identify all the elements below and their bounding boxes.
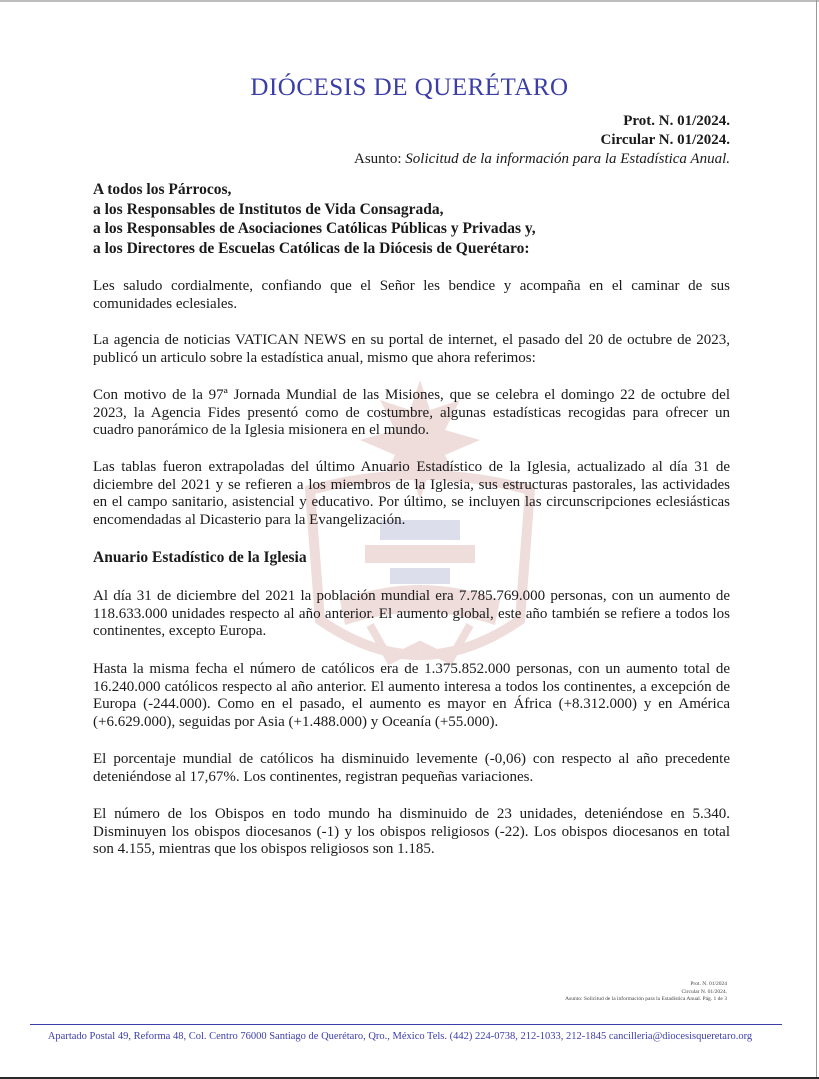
subject-line	[354, 150, 730, 169]
diocese-title: DIÓCESIS DE QUERÉTARO	[250, 74, 569, 101]
salutation-line-4: a los Directores de Escuelas Católicas de la Diócesis de Querétaro:	[93, 239, 530, 257]
paragraph-tablas: Las tablas fueron extrapoladas del último Anuario Estadístico de la Iglesia, actualizado al día 31 de diciembre del 2021 y se refieren a los miembros de la Iglesia, sus estructuras pastorales, las actividades en el campo sanitario, asistencial y educativo. Por último, se incluyen las circunscripciones eclesiásticas encomendadas al Dicasterio para la Evangelización.	[93, 459, 730, 528]
paragraph-jornada: Con motivo de la 97ª Jornada Mundial de las Misiones, que se celebra el domingo 22 de octubre del 2023, la Agencia Fides presentó como de costumbre, algunas estadísticas recogidas para ofrecer un cuadro panorámico de la Iglesia misionera en el mundo.	[93, 387, 730, 438]
salutation-line-2: a los Responsables de Institutos de Vida Consagrada,	[93, 200, 444, 218]
footer-circular: Circular N. 01/2024.	[681, 988, 727, 995]
paragraph-obispos: El número de los Obispos en todo mundo ha disminuido de 23 unidades, deteniéndose en 5.340. Disminuyen los obispos diocesanos (-1) y los obispos religiosos (-22). Los obispos diocesanos en total son 4.155, mientras que los obispos religiosos son 1.185.	[93, 806, 730, 857]
salutation-line-3: a los Responsables de Asociaciones Católicas Públicas y Privadas y,	[93, 220, 536, 237]
salutation-line-1: A todos los Párrocos,	[93, 181, 232, 198]
footer-reference	[565, 981, 727, 1004]
section-heading: Anuario Estadístico de la Iglesia	[93, 549, 307, 566]
footer-subject-page: Asunto: Solicitud de la información para la Estadística Anual. Pág. 1 de 3	[565, 996, 727, 1002]
document-references	[354, 112, 730, 169]
page-border-right	[816, 0, 817, 1079]
footer-prot: Prot. N. 01/2024	[690, 981, 727, 987]
footer-address: Apartado Postal 49, Reforma 48, Col. Centro 76000 Santiago de Querétaro, Qro., México Tels. (442) 224-0738, 212-1033, 212-1845 cancilleria@diocesisqueretaro.org	[47, 1031, 753, 1042]
subject-text: Solicitud de la información para la Estadística Anual.	[405, 151, 730, 167]
circular-number: Circular N. 01/2024.	[600, 132, 730, 148]
prot-number: Prot. N. 01/2024.	[623, 113, 730, 129]
paragraph-greeting: Les saludo cordialmente, confiando que el Señor les bendice y acompaña en el caminar de sus comunidades eclesiales.	[93, 278, 730, 312]
paragraph-porcentaje: El porcentaje mundial de católicos ha disminuido levemente (-0,06) con respecto al año precedente deteniéndose al 17,67%. Los continentes, registran pequeñas variaciones.	[93, 751, 730, 785]
subject-label: Asunto:	[354, 151, 402, 167]
paragraph-catolicos: Hasta la misma fecha el número de católicos era de 1.375.852.000 personas, con un aumento total de 16.240.000 católicos respecto al año anterior. El aumento interesa a todos los continentes, a excepción de Europa (-244.000). Como en el pasado, el aumento es mayor en África (+8.312.000) y en América (+6.629.000), seguidas por Asia (+1.488.000) y Oceanía (+55.000).	[93, 661, 730, 730]
paragraph-poblacion: Al día 31 de diciembre del 2021 la población mundial era 7.785.769.000 personas, con un aumento de 118.633.000 unidades respecto al año anterior. El aumento global, este año también se refiere a todos los continentes, excepto Europa.	[93, 588, 730, 639]
salutation	[93, 180, 536, 258]
footer-divider	[30, 1024, 782, 1025]
page-border-top	[0, 0, 819, 2]
paragraph-vatican-news: La agencia de noticias VATICAN NEWS en su portal de internet, el pasado del 20 de octubre de 2023, publicó un articulo sobre la estadística anual, mismo que ahora referimos:	[93, 332, 730, 366]
